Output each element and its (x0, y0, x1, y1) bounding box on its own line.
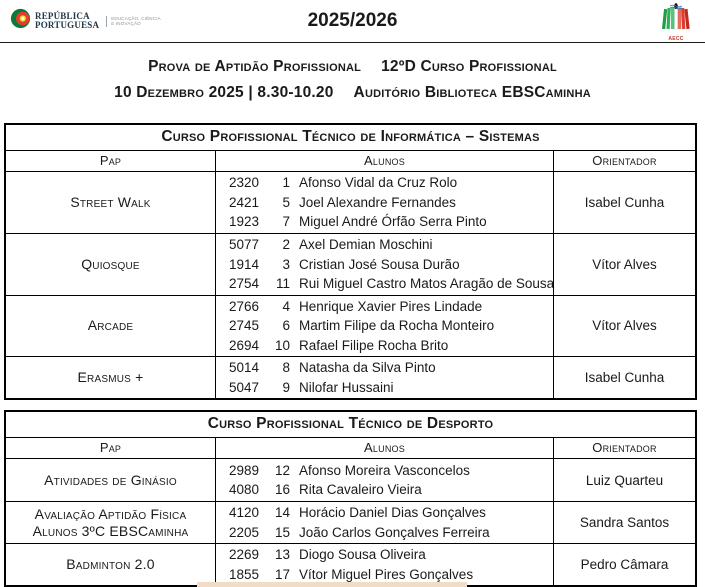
student-process-number: 2694 (228, 337, 259, 353)
student-process-number: 1923 (228, 214, 259, 230)
column-header-pap: Pap (99, 153, 122, 168)
aecc-logo-label: AECC (668, 36, 684, 42)
student-class-number: 17 (274, 566, 290, 582)
table-title: Curso Profissional Técnico de Desporto (6, 412, 695, 438)
student-class-number: 10 (274, 337, 290, 353)
student-line (223, 274, 555, 294)
alunos-cell (215, 296, 553, 357)
orientador-cell: Luiz Quarteu (553, 459, 695, 501)
portugal-emblem-icon (10, 8, 31, 34)
student-name: Afonso Vidal da Cruz Rolo (299, 175, 458, 191)
student-class-number: 14 (274, 505, 290, 520)
gov-logo-department: EDUCAÇÃO, CIÊNCIA E INOVAÇÃO (106, 16, 161, 27)
student-name: Nilofar Hussaini (299, 379, 394, 395)
student-name: Henrique Xavier Pires Lindade (299, 298, 483, 314)
pap-cell (6, 544, 215, 585)
student-name: Cristian José Sousa Durão (299, 256, 460, 272)
student-line (223, 523, 549, 543)
event-datetime: 10 Dezembro 2025 | 8.30-10.20 (114, 84, 334, 101)
column-header-pap: Pap (99, 440, 122, 455)
school-year: 2025/2026 (307, 10, 398, 31)
student-class-number: 15 (274, 524, 290, 540)
student-class-number: 1 (282, 175, 290, 191)
student-class-number: 3 (282, 256, 290, 272)
event-title-line2 (0, 80, 705, 106)
event-title-line1 (0, 54, 705, 80)
student-name: Rita Cavaleiro Vieira (299, 482, 422, 497)
event-location: Auditório Biblioteca EBSCaminha (353, 84, 591, 101)
student-process-number: 2205 (228, 524, 259, 540)
student-name: Joel Alexandre Fernandes (299, 194, 456, 210)
student-name: Horácio Daniel Dias Gonçalves (299, 505, 486, 520)
pap-cell (6, 459, 215, 501)
student-class-number: 12 (274, 462, 290, 478)
alunos-cell (215, 172, 553, 233)
student-line (223, 503, 549, 523)
student-line (223, 193, 549, 213)
alunos-cell (215, 459, 553, 501)
orientador-cell: Vítor Alves (553, 296, 695, 357)
student-line (223, 297, 549, 317)
table-informatica-sistemas (4, 123, 697, 400)
student-process-number: 5014 (228, 360, 259, 375)
student-name: Rafael Filipe Rocha Brito (299, 337, 449, 353)
orientador-cell: Pedro Câmara (553, 544, 695, 585)
student-process-number: 5047 (228, 379, 259, 395)
student-line (223, 336, 549, 356)
table-row (6, 233, 695, 295)
pap-cell (6, 172, 215, 233)
student-class-number: 9 (282, 379, 290, 395)
cutoff-highlight-strip (197, 582, 467, 587)
student-line (223, 480, 549, 500)
student-process-number: 2320 (228, 175, 259, 191)
student-line (223, 545, 549, 565)
orientador-cell: Isabel Cunha (553, 357, 695, 398)
table-header-row (6, 151, 695, 172)
student-line (223, 235, 549, 255)
table-title: Curso Profissional Técnico de Informática – Sistemas (6, 125, 695, 151)
event-name: Prova de Aptidão Profissional (148, 58, 362, 75)
student-process-number: 5077 (228, 237, 259, 252)
pap-cell (6, 234, 215, 295)
table-row (6, 459, 695, 501)
student-process-number: 1855 (228, 566, 259, 582)
student-process-number: 2269 (228, 547, 259, 562)
student-process-number: 1914 (228, 256, 259, 272)
alunos-cell (215, 502, 553, 543)
student-process-number: 2989 (228, 462, 259, 478)
pap-cell (6, 357, 215, 398)
student-line (223, 316, 549, 336)
pap-cell (6, 296, 215, 357)
pap-name: Alunos 3ºC EBSCaminha (32, 522, 189, 539)
orientador-cell: Sandra Santos (553, 502, 695, 543)
student-class-number: 16 (274, 482, 290, 497)
pap-name: Badminton 2.0 (66, 556, 155, 572)
column-header-alunos: Alunos (215, 438, 553, 458)
gov-logo-name: REPÚBLICA PORTUGUESA (35, 10, 100, 30)
table-desporto (4, 410, 697, 587)
table-header-row (6, 438, 695, 459)
pap-name: Avaliação Aptidão Física (34, 505, 187, 522)
column-header-orientador: Orientador (553, 438, 695, 458)
table-row (6, 295, 695, 357)
alunos-cell (215, 357, 553, 398)
event-class: 12ºD Curso Profissional (381, 58, 557, 75)
student-class-number: 4 (282, 298, 290, 314)
student-name: Afonso Moreira Vasconcelos (299, 462, 470, 478)
pap-name: Atividades de Ginásio (44, 471, 177, 488)
pap-cell (6, 502, 215, 543)
table-row (6, 543, 695, 585)
student-class-number: 2 (282, 237, 290, 252)
republica-portuguesa-logo (10, 8, 308, 34)
student-class-number: 11 (275, 276, 290, 291)
alunos-cell (215, 544, 553, 585)
table-row (6, 172, 695, 233)
student-class-number: 13 (274, 547, 290, 562)
student-process-number: 2421 (228, 194, 259, 210)
student-name: João Carlos Gonçalves Ferreira (299, 524, 490, 540)
student-class-number: 7 (282, 214, 290, 230)
table-row (6, 356, 695, 398)
pap-name: Arcade (87, 317, 134, 334)
student-class-number: 8 (282, 360, 290, 375)
student-name: Axel Demian Moschini (299, 237, 433, 252)
orientador-cell: Isabel Cunha (553, 172, 695, 233)
pap-name: Street Walk (70, 194, 151, 210)
student-process-number: 2754 (228, 276, 259, 291)
student-line (223, 358, 549, 378)
student-class-number: 5 (282, 194, 290, 210)
student-line (223, 212, 549, 232)
aecc-school-logo (657, 0, 695, 42)
column-header-alunos: Alunos (215, 151, 553, 171)
student-name: Martim Filipe da Rocha Monteiro (299, 318, 495, 333)
student-name: Rui Miguel Castro Matos Aragão de Sousa (299, 276, 555, 291)
student-name: Diogo Sousa Oliveira (299, 547, 426, 562)
student-process-number: 4080 (228, 482, 259, 497)
student-name: Vítor Miguel Pires Gonçalves (299, 566, 474, 582)
orientador-cell: Vítor Alves (553, 234, 695, 295)
student-process-number: 4120 (228, 505, 259, 520)
aecc-logo-icon (657, 0, 695, 35)
student-line (223, 378, 549, 398)
student-process-number: 2766 (228, 298, 259, 314)
student-line (223, 173, 549, 193)
pap-name: Quiosque (81, 255, 140, 272)
table-row (6, 501, 695, 543)
student-name: Natasha da Silva Pinto (299, 360, 436, 375)
alunos-cell (215, 234, 553, 295)
event-titles (0, 54, 705, 106)
column-header-orientador: Orientador (553, 151, 695, 171)
student-line (223, 255, 549, 275)
page-header (0, 0, 705, 43)
pap-name: Erasmus + (77, 369, 144, 385)
student-name: Miguel André Órfão Serra Pinto (299, 214, 487, 230)
student-process-number: 2745 (228, 318, 259, 333)
student-class-number: 6 (282, 318, 290, 333)
student-line (223, 461, 549, 481)
